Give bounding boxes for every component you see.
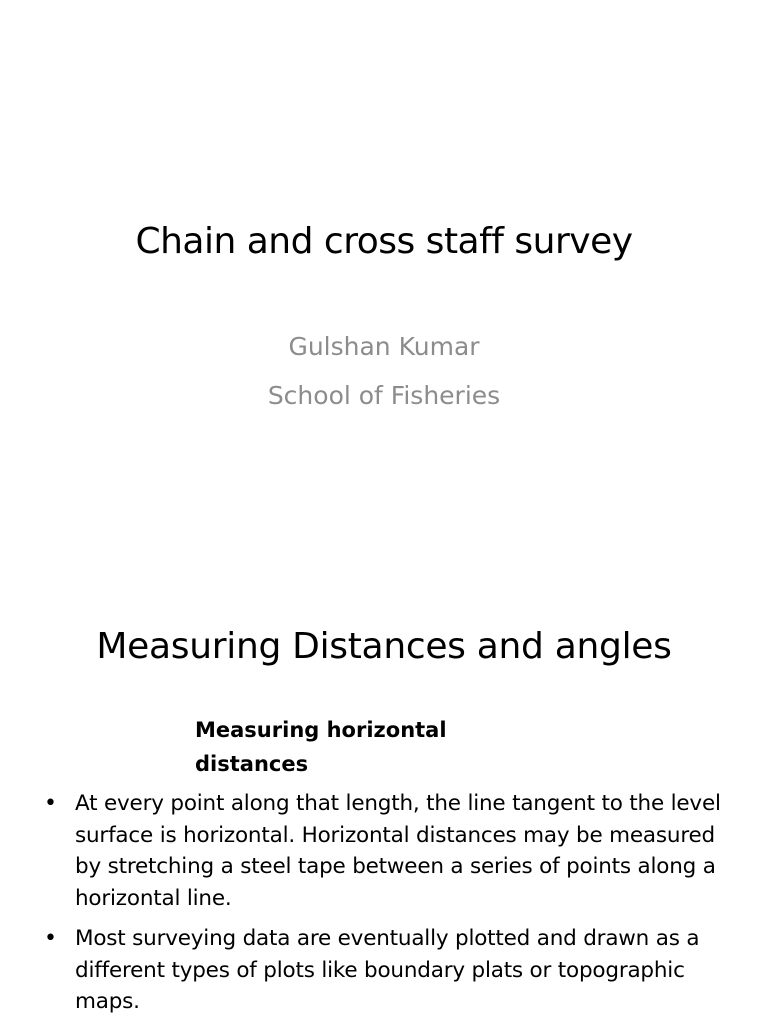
bullet-icon: •	[44, 791, 57, 816]
author-name: Gulshan Kumar	[288, 332, 480, 361]
content-slide	[0, 576, 768, 1024]
list-item	[44, 923, 734, 1018]
bullet-list	[44, 788, 734, 1024]
institution-name: School of Fisheries	[267, 381, 501, 410]
bullet-text: At every point along that length, the line tangent to the level surface is horizontal. Horizontal distances may be measured by stretching a steel tape between a series of points along a horizontal line.	[75, 791, 721, 911]
bullet-text: Most surveying data are eventually plotted and drawn as a different types of plots like boundary plats or topographic maps.	[75, 926, 700, 1014]
bullet-icon: •	[44, 926, 57, 951]
slide-title: Measuring Distances and angles	[96, 626, 672, 667]
slide-title: Chain and cross staff survey	[135, 221, 633, 262]
section-heading: Measuring horizontal distances	[195, 718, 447, 776]
list-item	[44, 788, 734, 914]
